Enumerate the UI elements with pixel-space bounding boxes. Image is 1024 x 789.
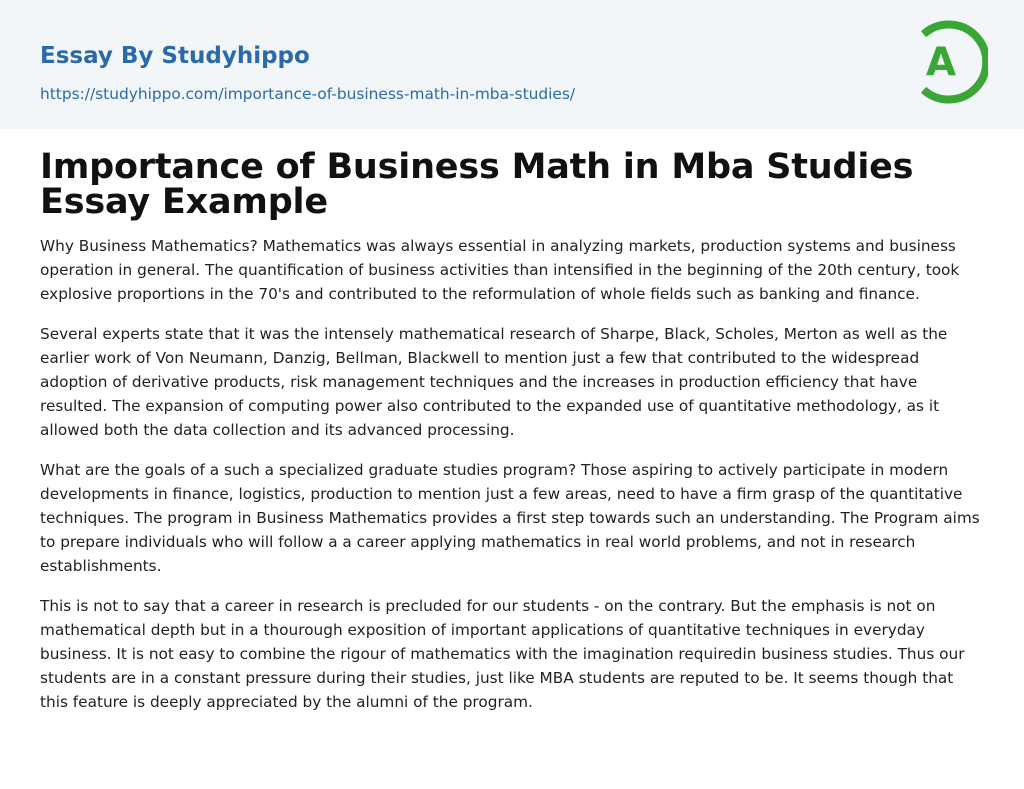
source-url-link[interactable]: https://studyhippo.com/importance-of-business-math-in-mba-studies/ — [40, 85, 576, 103]
paragraph-4: This is not to say that a career in research is precluded for our students - on the contrary. But the emphasis is not on mathematical depth but in a thourough exposition of important applications of quantitative techniques in everyday business. It is not easy to combine the rigour of mathematics with the imagination requiredin business studies. Thus our students are in a constant pressure during their studies, just like MBA students are reputed to be. It seems though that this feature is deeply appreciated by the alumni of the program. — [40, 597, 965, 711]
paragraph-1: Why Business Mathematics? Mathematics was always essential in analyzing markets, production systems and business operation in general. The quantification of business activities than intensified in the beginning of the 20th century, took explosive proportions in the 70's and contributed to the reformulation of whole fields such as banking and finance. — [40, 237, 960, 303]
article — [40, 147, 984, 730]
paragraph-2: Several experts state that it was the intensely mathematical research of Sharpe, Black, Scholes, Merton as well as the earlier work of Von Neumann, Danzig, Bellman, Blackwell to mention just a few that contributed to the widespread adoption of derivative products, risk management techniques and the increases in production efficiency that have resulted. The expansion of computing power also contributed to the expanded use of quantitative methodology, as it allowed both the data collection and its advanced processing. — [40, 325, 948, 439]
paragraph-3: What are the goals of a such a specialized graduate studies program? Those aspiring to actively participate in modern developments in finance, logistics, production to mention just a few areas, need to have a firm grasp of the quantitative techniques. The program in Business Mathematics provides a first step towards such an understanding. The Program aims to prepare individuals who will follow a a career applying mathematics in real world problems, and not in research establishments. — [40, 461, 980, 575]
site-header — [0, 0, 1024, 129]
site-title[interactable]: Essay By Studyhippo — [40, 43, 310, 69]
page-title: Importance of Business Math in Mba Studies Essay Example — [40, 147, 914, 222]
logo-letter: A — [925, 40, 957, 85]
letter-a-circle-logo[interactable] — [912, 18, 988, 106]
